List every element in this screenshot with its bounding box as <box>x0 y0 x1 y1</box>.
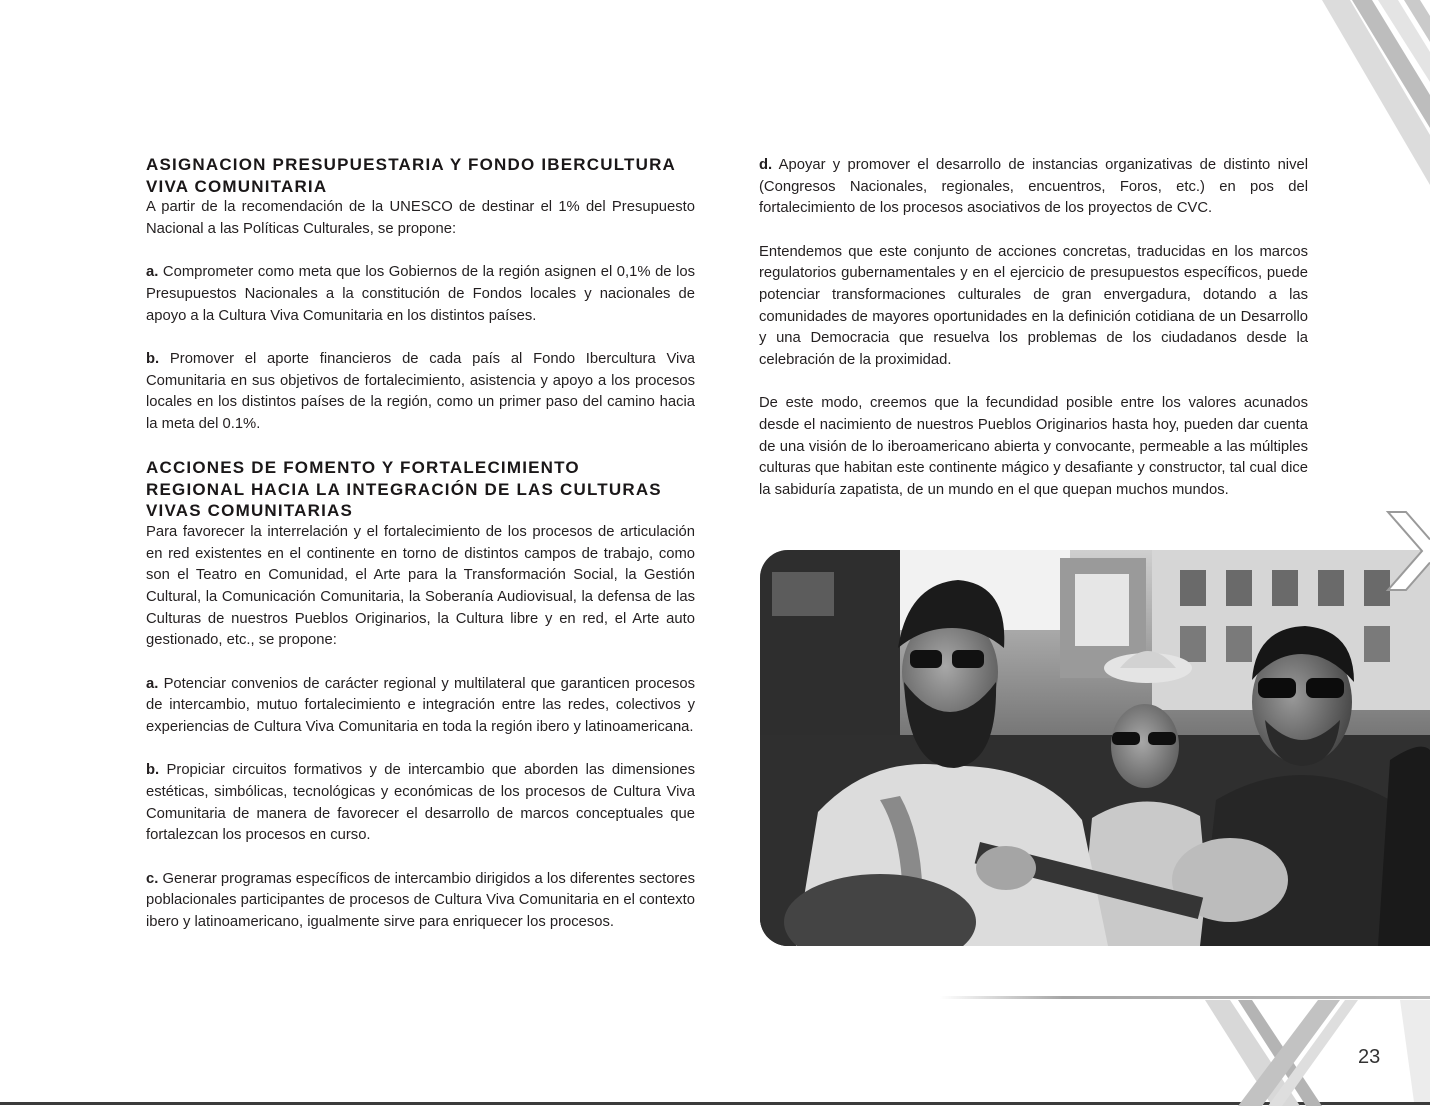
stripe <box>1238 1000 1340 1106</box>
glasses <box>952 650 984 668</box>
bottom-border <box>0 1102 1430 1105</box>
heading-line: VIVA COMUNITARIA <box>146 176 328 196</box>
heading-line: ASIGNACION PRESUPUESTARIA Y FONDO IBERCULTURA <box>146 155 677 174</box>
photo-illustration <box>760 550 1430 946</box>
item-label: a. <box>146 675 159 692</box>
left-column <box>146 154 695 934</box>
window <box>1364 570 1390 606</box>
stripe <box>1238 1000 1322 1106</box>
window <box>1272 570 1298 606</box>
intro-paragraph-actions: Para favorecer la interrelación y el fortalecimiento de los procesos de articulación en red existentes en el continente en torno de distintos campos de trabajo, como son el Teatro en Comunidad, el Arte para la Transformación Social, la Gestión Cultural, la Comunicación Comunitaria, la Soberanía Audiovisual, la defensa de las Culturas de nuestros Pueblos Originarios, la Cultura libre y en red, el Arte auto gestionado, etc., se propone: <box>146 524 695 649</box>
stripe <box>1400 1000 1430 1102</box>
list-item <box>146 869 695 934</box>
intro-paragraph-budget: A partir de la recomendación de la UNESCO de destinar el 1% del Presupuesto Nacional a las Políticas Culturales, se propone: <box>146 199 695 237</box>
item-text: Potenciar convenios de carácter regional y multilateral que garanticen procesos de intercambio, mutuo fortalecimiento e integración entre las redes, colectivos y experiencias de Cultura Viva Comunitaria en toda la región ibero y latinoamericana. <box>146 675 695 735</box>
window <box>1226 626 1252 662</box>
list-item <box>146 674 695 739</box>
window <box>1180 570 1206 606</box>
stripe <box>1268 1000 1358 1106</box>
list-item <box>759 155 1308 220</box>
window <box>1318 570 1344 606</box>
item-label: b. <box>146 350 160 367</box>
window <box>1226 570 1252 606</box>
item-label: d. <box>759 157 773 173</box>
glasses <box>910 650 942 668</box>
stripe <box>1322 0 1430 185</box>
section-heading-actions <box>146 457 695 522</box>
heading-line: VIVAS COMUNITARIAS <box>146 501 354 521</box>
stripe <box>1378 0 1430 82</box>
sunglasses <box>1148 732 1176 745</box>
horizontal-rule <box>940 996 1430 999</box>
list-item <box>146 349 695 436</box>
item-label: c. <box>146 870 159 887</box>
hand <box>976 846 1036 890</box>
right-column <box>759 155 1308 501</box>
stripe <box>1205 1000 1300 1106</box>
heading-line: REGIONAL HACIA LA INTEGRACIÓN DE LAS CULTURAS <box>146 479 662 499</box>
sunglasses <box>1112 732 1140 745</box>
item-text: Propiciar circuitos formativos y de intercambio que aborden las dimensiones estéticas, simbólicas, tecnológicas y económicas de los procesos de Cultura Viva Comunitaria de manera de favorecer el desarrollo de marcos conceptuales que fortalezcan los procesos en curso. <box>146 762 695 844</box>
body-paragraph: Entendemos que este conjunto de acciones concretas, traducidas en los marcos regulatorios gubernamentales y en el ejercicio de presupuestos específicos, puede potenciar transformaciones culturales de gran envergadura, dotando a las comunidades de mayores oportunidades en la definición cotidiana de un Desarrollo y una Democracia que resuelva los problemas de los ciudadanos desde la celebración de la proximidad. <box>759 243 1308 368</box>
bottom-right-x-stripes <box>1205 1000 1430 1106</box>
face <box>1111 704 1179 788</box>
heading-line: ACCIONES DE FOMENTO Y FORTALECIMIENTO <box>146 458 580 478</box>
item-text: Apoyar y promover el desarrollo de instancias organizativas de distinto nivel (Congresos Nacionales, regionales, encuentros, Foros, etc.) en pos del fortalecimiento de los procesos asociativos de los proyectos de CVC. <box>759 157 1308 217</box>
window <box>1364 626 1390 662</box>
shop-sign <box>1075 574 1129 646</box>
window <box>1180 626 1206 662</box>
item-text: Generar programas específicos de intercambio dirigidos a los diferentes sectores poblacionales participantes de procesos de Cultura Viva Comunitaria en el contexto ibero y latinoamericano, igualmente sirve para enriquecer los procesos. <box>146 870 695 930</box>
street-musicians-photo <box>760 550 1430 946</box>
top-right-stripes <box>1322 0 1430 185</box>
body-paragraph: De este modo, creemos que la fecundidad posible entre los valores acunados desde el nacimiento de nuestros Pueblos Originarios hasta hoy, pueden dar cuenta de una visión de lo iberoamericano abierta y convocante, permeable a las múltiples culturas que habitan este continente mágico y desafiante y constructor, tal cual dice la sabiduría zapatista, de un mundo en el que quepan muchos mundos. <box>759 395 1308 498</box>
item-text: Comprometer como meta que los Gobiernos de la región asignen el 0,1% de los Presupuestos Nacionales a la constitución de Fondos locales y nacionales de apoyo a la Cultura Viva Comunitaria en los distintos países. <box>146 264 695 324</box>
sunglasses <box>1258 678 1296 698</box>
stripe <box>1404 0 1430 42</box>
stripe <box>1352 0 1430 128</box>
item-text: Promover el aporte financieros de cada país al Fondo Ibercultura Viva Comunitaria en sus objetivos de fortalecimiento, asistencia y apoyo a los procesos locales en los distintos países de la región, como un primer paso del camino hacia la meta del 0.1%. <box>146 350 695 432</box>
section-heading-budget <box>146 154 695 197</box>
item-label: a. <box>146 264 159 281</box>
item-label: b. <box>146 762 160 779</box>
list-item <box>146 760 695 847</box>
shop-sign <box>772 572 834 616</box>
page-number: 23 <box>1358 1046 1381 1068</box>
list-item <box>146 262 695 327</box>
sunglasses <box>1306 678 1344 698</box>
